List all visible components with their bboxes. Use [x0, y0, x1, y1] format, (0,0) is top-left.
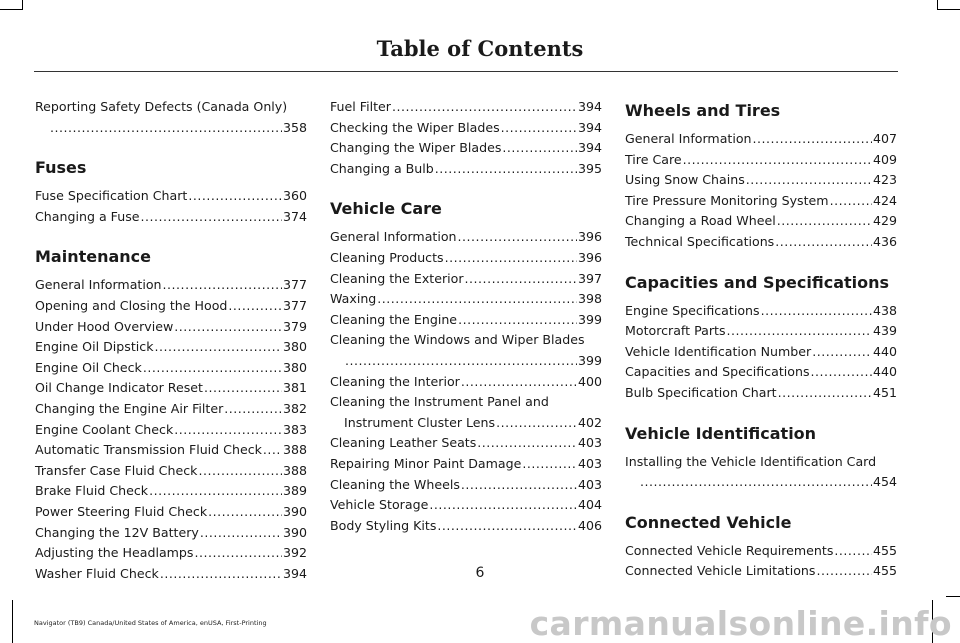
watermark: carmanualsonline.info: [529, 604, 952, 643]
toc-entry-title: Body Styling Kits: [330, 517, 437, 533]
dot-leader: [502, 138, 577, 159]
toc-entry[interactable]: [625, 211, 897, 232]
toc-entry[interactable]: [35, 481, 307, 502]
dot-leader: [228, 296, 282, 317]
toc-entry-page: 390: [282, 503, 307, 519]
toc-entry[interactable]: [330, 248, 602, 269]
toc-entry-page: 390: [282, 524, 307, 540]
toc-entry[interactable]: [330, 310, 602, 331]
toc-entry-page: 398: [577, 291, 602, 307]
toc-entry-title: Engine Coolant Check: [35, 421, 174, 437]
toc-entry[interactable]: [625, 383, 897, 404]
crop-mark: [12, 600, 13, 643]
toc-entry[interactable]: [35, 317, 307, 338]
toc-entry[interactable]: [625, 541, 897, 562]
toc-entry-title: Using Snow Chains: [625, 172, 745, 188]
section-heading: Connected Vehicle: [625, 512, 792, 532]
page-title: Table of Contents: [376, 36, 584, 61]
toc-entry-page: 455: [872, 563, 897, 579]
toc-entry-title: Changing the 12V Battery: [35, 524, 199, 540]
toc-entry[interactable]: [35, 296, 307, 317]
toc-entry-page: 396: [577, 229, 602, 245]
toc-entry-page: 394: [577, 99, 602, 114]
toc-entry-page: 394: [577, 119, 602, 135]
toc-entry[interactable]: [330, 330, 602, 371]
toc-entry-title: Technical Specifications: [625, 233, 775, 249]
toc-entry-title: Repairing Minor Paint Damage: [330, 455, 522, 471]
toc-entry-page: 438: [872, 302, 897, 318]
toc-entry-title: Fuel Filter: [330, 99, 391, 114]
toc-entry-title: General Information: [625, 131, 752, 146]
toc-entry-title: General Information: [35, 277, 162, 293]
toc-entry-page: 394: [577, 140, 602, 156]
dot-leader: [778, 383, 872, 404]
toc-entry-title: Cleaning the Engine: [330, 311, 458, 327]
toc-entry-page: 394: [282, 565, 307, 581]
toc-entry-page: 377: [282, 297, 307, 313]
toc-entry-page: 423: [872, 172, 897, 188]
dot-leader: [761, 301, 872, 322]
dot-leader: [149, 481, 282, 502]
toc-entry[interactable]: [35, 186, 307, 207]
toc-entry[interactable]: [35, 502, 307, 523]
toc-entry[interactable]: [330, 138, 602, 159]
toc-entry-title: Cleaning the Exterior: [330, 270, 464, 286]
header-divider: [34, 71, 898, 72]
toc-entry[interactable]: [35, 440, 307, 461]
toc-entry-title: Engine Specifications: [625, 302, 760, 318]
toc-entry-page: 451: [872, 384, 897, 400]
toc-entry-title: Connected Vehicle Limitations: [625, 563, 816, 579]
toc-entry-title: Fuse Specification Chart: [35, 188, 188, 204]
dot-leader: [834, 541, 872, 562]
toc-entry-title: Automatic Transmission Fluid Check: [35, 442, 262, 458]
dot-leader: [753, 129, 872, 150]
dot-leader: [775, 232, 872, 253]
toc-entry[interactable]: [625, 150, 897, 171]
toc-entry-page: 404: [577, 497, 602, 513]
toc-entry-title: Engine Oil Dipstick: [35, 339, 154, 355]
dot-leader: [461, 372, 577, 393]
toc-entry-page: 403: [577, 476, 602, 492]
toc-entry[interactable]: [35, 207, 307, 228]
section-heading: Vehicle Care: [330, 199, 442, 219]
section-heading: Capacities and Specifications: [625, 272, 890, 292]
toc-entry-title: Transfer Case Fluid Check: [35, 462, 198, 478]
section-heading: Vehicle Identification: [625, 423, 817, 443]
dot-leader: [345, 351, 577, 372]
toc-entry-title: Motorcraft Parts: [625, 323, 726, 339]
dot-leader: [429, 495, 577, 516]
toc-entry-page: 392: [282, 545, 307, 561]
toc-entry-title: Changing the Engine Air Filter: [35, 400, 224, 416]
toc-entry-page: 429: [872, 213, 897, 229]
dot-leader: [458, 310, 577, 331]
toc-entry-page: 381: [282, 380, 307, 396]
toc-entry[interactable]: [330, 372, 602, 393]
dot-leader: [204, 378, 282, 399]
toc-entry-page: 407: [872, 131, 897, 146]
crop-mark: [22, 0, 23, 10]
toc-entry-page: 440: [872, 343, 897, 359]
toc-entry-page: 377: [282, 277, 307, 293]
toc-entry[interactable]: [330, 454, 602, 475]
toc-entry[interactable]: [625, 232, 897, 253]
toc-entry-page: 439: [872, 323, 897, 339]
dot-leader: [163, 275, 282, 296]
toc-entry-title: Vehicle Identification Number: [625, 343, 812, 359]
toc-entry-title: Cleaning the Instrument Panel and: [330, 394, 549, 410]
toc-entry-title: Opening and Closing the Hood: [35, 297, 228, 313]
dot-leader: [198, 461, 282, 482]
toc-entry[interactable]: [35, 358, 307, 379]
dot-leader: [477, 433, 577, 454]
toc-entry-title: Instrument Cluster Lens: [344, 414, 496, 430]
dot-leader: [392, 97, 577, 118]
dot-leader: [683, 150, 872, 171]
dot-leader: [501, 118, 577, 139]
toc-entry-title: General Information: [330, 229, 457, 245]
toc-entry-title: Checking the Wiper Blades: [330, 119, 500, 135]
dot-leader: [208, 502, 282, 523]
toc-entry[interactable]: [330, 159, 602, 180]
toc-entry-page: 403: [577, 435, 602, 451]
toc-entry[interactable]: [625, 301, 897, 322]
toc-entry-title: Cleaning the Interior: [330, 373, 460, 389]
toc-entry-page: 409: [872, 151, 897, 167]
toc-entry-page: 388: [282, 442, 307, 458]
dot-leader: [200, 523, 282, 544]
dot-leader: [377, 289, 577, 310]
dot-leader: [174, 317, 282, 338]
section-heading: Wheels and Tires: [625, 101, 781, 120]
toc-entry-title: Changing a Fuse: [35, 208, 140, 224]
toc-entry-title: Washer Fluid Check: [35, 565, 159, 581]
toc-entry-title: Power Steering Fluid Check: [35, 503, 208, 519]
dot-leader: [640, 472, 872, 493]
crop-mark: [0, 9, 22, 10]
dot-leader: [461, 475, 577, 496]
toc-entry-page: 399: [577, 352, 602, 368]
toc-entry-title: Cleaning Leather Seats: [330, 435, 477, 451]
dot-leader: [155, 337, 282, 358]
toc-entry-page: 396: [577, 249, 602, 265]
dot-leader: [141, 207, 282, 228]
toc-entry[interactable]: [330, 475, 602, 496]
section-heading: Fuses: [35, 158, 87, 178]
dot-leader: [50, 118, 282, 139]
toc-entry[interactable]: [35, 420, 307, 441]
toc-entry[interactable]: [625, 362, 897, 383]
toc-entry[interactable]: [35, 543, 307, 564]
toc-entry-page: 395: [577, 160, 602, 176]
toc-entry-page: 436: [872, 233, 897, 249]
dot-leader: [830, 191, 872, 212]
toc-entry[interactable]: [625, 321, 897, 342]
dot-leader: [174, 420, 282, 441]
toc-entry-title: Changing a Road Wheel: [625, 213, 776, 229]
crop-mark: [937, 0, 938, 10]
toc-entry-page: 358: [282, 119, 307, 135]
toc-entry[interactable]: [35, 399, 307, 420]
toc-entry-page: 389: [282, 483, 307, 499]
toc-entry-title: Tire Care: [625, 151, 682, 167]
toc-entry[interactable]: [330, 433, 602, 454]
dot-leader: [458, 227, 577, 248]
toc-entry-title: Bulb Specification Chart: [625, 384, 777, 400]
toc-entry[interactable]: [35, 461, 307, 482]
toc-entry-title: Reporting Safety Defects (Canada Only): [35, 99, 288, 114]
dot-leader: [437, 516, 577, 537]
toc-entry[interactable]: [330, 269, 602, 290]
toc-entry[interactable]: [330, 97, 602, 118]
dot-leader: [445, 248, 577, 269]
toc-entry-page: 455: [872, 542, 897, 558]
toc-entry-title: Engine Oil Check: [35, 359, 142, 375]
toc-column-3: [625, 97, 897, 582]
toc-entry[interactable]: [330, 495, 602, 516]
toc-entry[interactable]: [35, 337, 307, 358]
toc-entry-title: Vehicle Storage: [330, 497, 429, 513]
toc-entry-page: 379: [282, 318, 307, 334]
toc-entry[interactable]: [330, 227, 602, 248]
toc-entry[interactable]: [625, 170, 897, 191]
edition-label: Navigator (TB9) Canada/United States of America, enUSA, First-Printing: [34, 619, 267, 627]
toc-entry-page: 424: [872, 192, 897, 208]
toc-entry-title: Connected Vehicle Requirements: [625, 542, 834, 558]
toc-entry[interactable]: [35, 378, 307, 399]
toc-entry-page: 388: [282, 462, 307, 478]
toc-entry[interactable]: [625, 342, 897, 363]
toc-entry-page: 382: [282, 400, 307, 416]
page-number: 6: [475, 565, 485, 581]
toc-entry[interactable]: [35, 523, 307, 544]
toc-entry-title: Cleaning Products: [330, 249, 444, 265]
dot-leader: [435, 159, 577, 180]
section-heading: Maintenance: [35, 247, 152, 267]
toc-entry-title: Brake Fluid Check: [35, 483, 149, 499]
dot-leader: [812, 342, 872, 363]
toc-entry-title: Cleaning the Wheels: [330, 476, 460, 492]
toc-entry-page: 360: [282, 188, 307, 204]
toc-entry-page: 454: [872, 474, 897, 490]
dot-leader: [188, 186, 282, 207]
toc-entry-title: Waxing: [330, 291, 377, 307]
toc-entry[interactable]: [330, 289, 602, 310]
toc-entry[interactable]: [625, 191, 897, 212]
toc-entry-page: 374: [282, 208, 307, 224]
toc-entry[interactable]: [330, 118, 602, 139]
toc-entry-page: 380: [282, 359, 307, 375]
toc-entry[interactable]: [625, 452, 897, 493]
dot-leader: [811, 362, 872, 383]
dot-leader: [465, 269, 577, 290]
toc-entry-title: Adjusting the Headlamps: [35, 545, 194, 561]
dot-leader: [224, 399, 282, 420]
toc-entry-page: 406: [577, 517, 602, 533]
toc-entry-page: 403: [577, 455, 602, 471]
toc-entry-page: 399: [577, 311, 602, 327]
toc-column-2: [330, 97, 602, 536]
toc-entry-title: Cleaning the Windows and Wiper Blades: [330, 332, 585, 348]
dot-leader: [522, 454, 577, 475]
toc-entry-page: 380: [282, 339, 307, 355]
crop-mark: [938, 9, 960, 10]
toc-entry-title: Changing a Bulb: [330, 160, 434, 176]
dot-leader: [746, 170, 872, 191]
toc-entry-page: 440: [872, 364, 897, 380]
dot-leader: [143, 358, 282, 379]
dot-leader: [195, 543, 282, 564]
toc-entry-title: Tire Pressure Monitoring System: [625, 192, 829, 208]
toc-entry[interactable]: [330, 392, 602, 433]
toc-entry-page: 402: [577, 414, 602, 430]
crop-mark: [946, 596, 960, 597]
toc-entry[interactable]: [625, 129, 897, 150]
toc-entry-title: Installing the Vehicle Identification Card: [625, 453, 877, 469]
toc-entry[interactable]: [35, 97, 307, 138]
toc-entry-title: Under Hood Overview: [35, 318, 174, 334]
dot-leader: [777, 211, 872, 232]
toc-entry[interactable]: [330, 516, 602, 537]
toc-entry-page: 400: [577, 373, 602, 389]
toc-entry-title: Oil Change Indicator Reset: [35, 380, 203, 396]
toc-entry-title: Changing the Wiper Blades: [330, 140, 502, 156]
toc-entry-title: Capacities and Specifications: [625, 364, 810, 380]
toc-column-1: [35, 97, 307, 584]
toc-entry-page: 383: [282, 421, 307, 437]
toc-entry-page: 397: [577, 270, 602, 286]
dot-leader: [263, 440, 282, 461]
dot-leader: [496, 413, 577, 434]
dot-leader: [727, 321, 872, 342]
toc-entry[interactable]: [35, 275, 307, 296]
